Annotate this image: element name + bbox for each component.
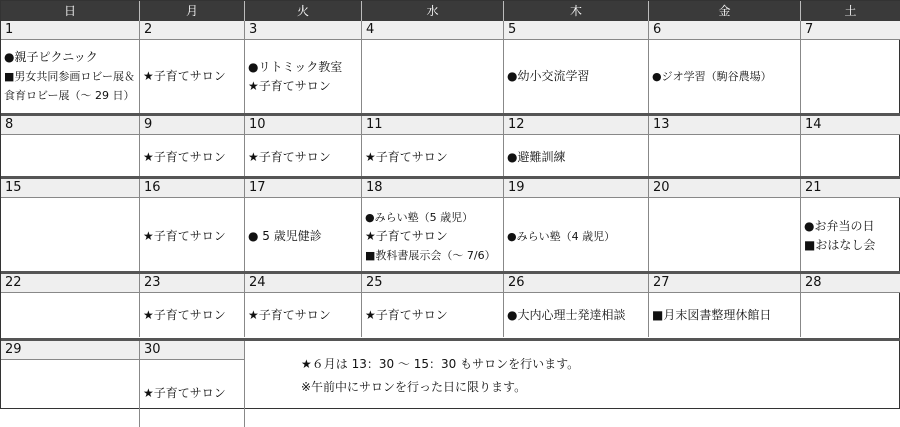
day-number: 8 — [1, 116, 140, 135]
day-cell — [140, 40, 245, 113]
day-cell — [140, 198, 245, 274]
day-number: 29 — [1, 341, 140, 360]
calendar-event: ★子育てサロン — [143, 69, 226, 83]
day-number: 10 — [245, 116, 362, 135]
day-cell — [362, 198, 504, 274]
day-number: 1 — [1, 21, 140, 40]
day-number: 13 — [649, 116, 801, 135]
day-cell — [649, 40, 801, 113]
calendar-event: ●ジオ学習（駒谷農場） — [652, 70, 772, 83]
day-cell — [504, 40, 649, 113]
day-number: 26 — [504, 274, 649, 293]
calendar-event: ●親子ピクニック — [4, 50, 98, 64]
weekday-header: 水 — [362, 1, 504, 21]
day-number: 14 — [801, 116, 900, 135]
day-number: 18 — [362, 179, 504, 198]
calendar-event: ★子育てサロン — [143, 228, 226, 243]
day-number: 2 — [140, 21, 245, 40]
calendar-event: ■月末図書整理休館日 — [652, 307, 772, 322]
day-cell — [362, 40, 504, 113]
calendar-event: ●リトミック教室 — [248, 59, 343, 74]
calendar-event: ● 5 歳児健診 — [248, 228, 322, 243]
calendar-event: ★子育てサロン — [143, 149, 226, 164]
day-number: 3 — [245, 21, 362, 40]
day-number: 25 — [362, 274, 504, 293]
day-cell — [140, 293, 245, 337]
day-number: 11 — [362, 116, 504, 135]
day-cell — [362, 293, 504, 337]
day-cell — [245, 198, 362, 274]
day-cell — [140, 135, 245, 179]
weekday-header: 火 — [245, 1, 362, 21]
calendar-event: ★子育てサロン — [248, 307, 331, 322]
day-number: 15 — [1, 179, 140, 198]
calendar-event: ●幼小交流学習 — [507, 69, 590, 83]
day-cell — [504, 135, 649, 179]
day-number: 4 — [362, 21, 504, 40]
day-cell — [362, 135, 504, 179]
day-cell — [801, 198, 900, 274]
day-cell — [649, 198, 801, 274]
day-cell — [801, 135, 900, 179]
day-cell — [801, 40, 900, 113]
calendar-event: ●みらい塾（5 歳児） — [365, 210, 474, 224]
day-cell — [140, 360, 245, 427]
calendar-event: ★子育てサロン — [248, 149, 331, 164]
day-number: 16 — [140, 179, 245, 198]
day-cell — [1, 293, 140, 337]
calendar-event: ●お弁当の日 — [804, 219, 875, 233]
weekday-header: 月 — [140, 1, 245, 21]
day-cell — [504, 293, 649, 337]
calendar-event: ■おはなし会 — [804, 238, 876, 252]
day-number: 9 — [140, 116, 245, 135]
day-cell — [1, 135, 140, 179]
calendar-event: ★子育てサロン — [365, 307, 448, 322]
calendar-event: 食育ロビー展（～ 29 日） — [4, 89, 135, 102]
day-cell — [1, 360, 140, 427]
day-cell — [245, 293, 362, 337]
calendar-event: ●みらい塾（4 歳児） — [507, 229, 616, 243]
day-number: 5 — [504, 21, 649, 40]
day-cell — [801, 293, 900, 337]
day-cell — [649, 293, 801, 337]
day-number: 30 — [140, 341, 245, 360]
day-number: 21 — [801, 179, 900, 198]
calendar-event: ★子育てサロン — [365, 228, 448, 243]
day-number: 20 — [649, 179, 801, 198]
day-number: 28 — [801, 274, 900, 293]
weekday-header: 木 — [504, 1, 649, 21]
calendar-event: ★子育てサロン — [143, 307, 226, 322]
calendar-event: ●避難訓練 — [507, 149, 566, 164]
calendar-event: ★子育てサロン — [365, 149, 448, 164]
weekday-header: 日 — [1, 1, 140, 21]
day-number: 27 — [649, 274, 801, 293]
day-cell — [1, 198, 140, 274]
day-cell — [245, 40, 362, 113]
day-number: 22 — [1, 274, 140, 293]
day-number: 6 — [649, 21, 801, 40]
day-number: 7 — [801, 21, 900, 40]
calendar-event: ★子育てサロン — [143, 386, 226, 400]
day-number: 24 — [245, 274, 362, 293]
calendar-event: ■教科書展示会（～ 7/6） — [365, 248, 496, 262]
weekday-header: 金 — [649, 1, 801, 21]
footnote: ※午前中にサロンを行った日に限ります。 — [301, 380, 527, 394]
weekday-header: 土 — [801, 1, 900, 21]
day-cell — [649, 135, 801, 179]
calendar-event: ●大内心理士発達相談 — [507, 307, 626, 322]
footnote: ★６月は 13：30 ～ 15：30 もサロンを行います。 — [301, 357, 580, 371]
day-number: 12 — [504, 116, 649, 135]
day-cell — [245, 135, 362, 179]
calendar-event: ★子育てサロン — [248, 78, 331, 93]
day-cell — [1, 40, 140, 113]
day-cell — [504, 198, 649, 274]
day-number: 17 — [245, 179, 362, 198]
calendar-event: ■男女共同参画ロビー展＆ — [4, 70, 135, 83]
day-number: 19 — [504, 179, 649, 198]
day-number: 23 — [140, 274, 245, 293]
